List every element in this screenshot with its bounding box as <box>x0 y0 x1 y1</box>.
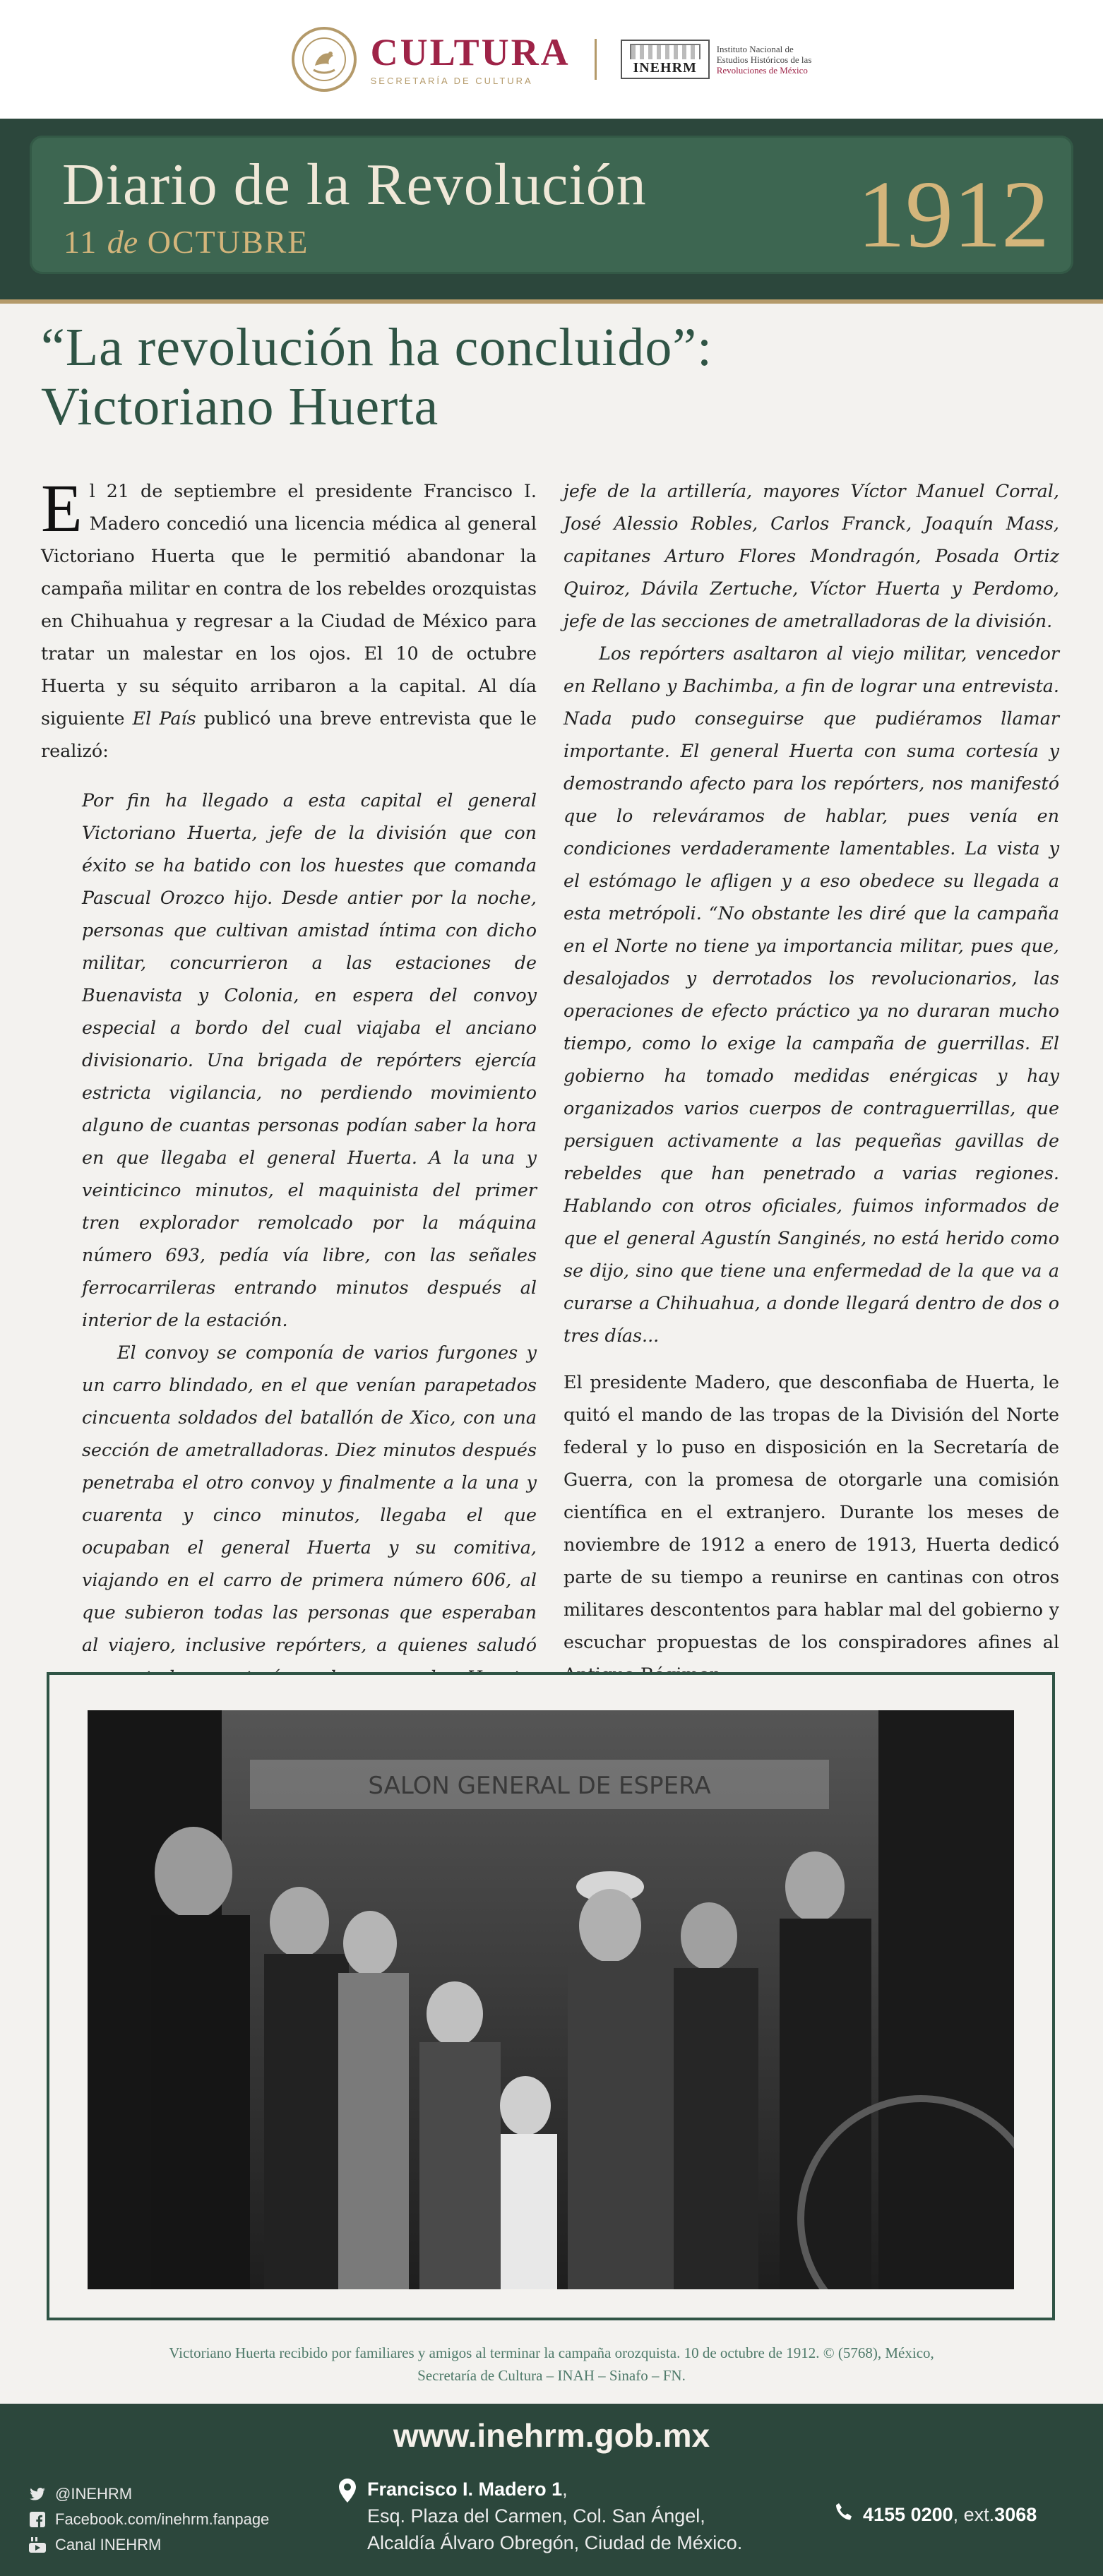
phone-number: 4155 0200 <box>863 2504 953 2525</box>
headline-line-1: “La revolución ha concluido”: <box>41 318 713 377</box>
youtube-icon <box>28 2536 47 2554</box>
footer <box>0 2404 1103 2576</box>
article-column-right <box>564 475 1059 1690</box>
twitter-link[interactable] <box>28 2481 269 2507</box>
twitter-icon <box>28 2485 47 2503</box>
inehrm-line-2: Estudios Históricos de las <box>716 54 812 65</box>
photo-frame <box>47 1672 1055 2320</box>
quote-paragraph-3: jefe de la artillería, mayores Víctor Manuel Corral, José Alessio Robles, Carlos Franck, Joaquín Mass, capitanes Arturo Flores Mondragón, Posada Ortiz Quiroz, Dávila Zertuche, Víctor Huerta y Perdomo, jefe de las secciones de ametralladoras de la división. <box>564 480 1059 631</box>
facebook-link[interactable] <box>28 2507 269 2532</box>
twitter-handle: @INEHRM <box>55 2485 133 2503</box>
intro-paragraph <box>41 470 537 767</box>
intro-text-b: publicó una breve entrevista que le realizó: <box>41 708 537 761</box>
closing-paragraph: El presidente Madero, que desconfiaba de Huerta, le quitó el mando de las tropas de la División del Norte federal y lo puso en disposición en la Secretaría de Guerra, con la promesa de otorgarle una comisión científica en el extranjero. Durante los meses de noviembre de 1912 a enero de 1913, Huerta dedicó parte de su tiempo a reunirse en cantinas con otros militares descontentos para hablar mal del gobierno y escuchar propuestas de los conspiradores afines al <box>564 1371 1059 1652</box>
quote-paragraph-4: Los repórters asaltaron al viejo militar, vencedor en Rellano y Bachimba, a fin de lograr una entrevista. Nada pudo conseguirse que pudiéramos llamar importante. El general Huerta con suma cortesía y demostrando afecto para los repórters, nos manifestó que lo releváramos de hablar, pues venía en condiciones verdaderamente lamentables. La vista y el estómago le afligen y a eso obedece su llegada a esta metrópoli. “No obstante les diré que la campaña en el Norte no tiene ya importancia militar, pues que, desalojados y derrotados los revolucionarios, las operaciones de efecto práctico ya no duraran mucho tiempo, como lo exige la campaña de guerrillas. El gobierno ha tomado medidas enérgicas y hay organizados varios cuerpos de contraguerrillas, que persiguen activamente a las pequeñas gavillas de rebeldes que han penetrado a varias regiones. Hablando con otros oficiales, fuimos informados de que el general Agustín Sanginés, no está herido como se dijo, sino que tiene una enfermedad de la que va a curarse a Chihuahua, a donde llegará dentro de dos o tres días... <box>564 643 1059 1346</box>
article-column-left <box>41 470 537 1791</box>
banner-gold-rule <box>0 299 1103 304</box>
phone-block[interactable] <box>835 2503 1037 2527</box>
article-headline <box>41 318 1072 436</box>
inehrm-line-1: Instituto Nacional de <box>716 43 794 54</box>
facebook-icon <box>28 2510 47 2529</box>
cultura-subtitle: SECRETARÍA DE CULTURA <box>370 75 533 86</box>
date-de: de <box>107 224 138 260</box>
inehrm-logo <box>621 40 812 79</box>
address-street: Francisco I. Madero 1 <box>367 2479 563 2500</box>
caption-line-1: Victoriano Huerta recibido por familiares y amigos al terminar la campaña orozquista. 10 de octubre de 1912. © (5768), México, <box>169 2344 934 2361</box>
historical-photo <box>88 1710 1014 2289</box>
intro-text-a: l 21 de septiembre el presidente Francisco I. Madero concedió una licencia médica al general Victoriano Huerta que le permitió abandonar la campaña militar en contra de los rebeldes orozquistas en Chihuahua y regresar a la Ciudad de México para tratar un malestar en los ojos. El 10 de octubre Huerta y su séquito arribaron a la capital. Al día siguiente <box>41 480 537 729</box>
logo-bar <box>0 0 1103 119</box>
cultura-wordmark: CULTURA <box>370 30 571 73</box>
cultura-logo <box>370 30 571 86</box>
location-pin-icon <box>339 2479 356 2510</box>
page-title: Diario de la Revolución <box>62 152 647 217</box>
youtube-link[interactable] <box>28 2532 269 2558</box>
address-line-2: Esq. Plaza del Carmen, Col. San Ángel, <box>367 2505 705 2527</box>
address-comma: , <box>562 2479 568 2500</box>
caption-line-2: Secretaría de Cultura – INAH – Sinafo – FN. <box>417 2367 686 2384</box>
website-link[interactable]: www.inehrm.gob.mx <box>393 2417 710 2454</box>
address-block <box>367 2476 742 2556</box>
date-day: 11 <box>64 224 98 260</box>
date-month: OCTUBRE <box>147 224 309 260</box>
year-label: 1912 <box>857 162 1049 268</box>
logo-divider <box>595 39 597 80</box>
social-links <box>28 2481 269 2558</box>
inehrm-line-3: Revoluciones de México <box>716 64 808 76</box>
youtube-channel: Canal INEHRM <box>55 2536 162 2553</box>
inehrm-name <box>717 44 812 76</box>
facebook-url: Facebook.com/inehrm.fanpage <box>55 2510 270 2528</box>
photo-caption <box>71 2342 1032 2387</box>
address-line-3: Alcaldía Álvaro Obregón, Ciudad de México. <box>367 2532 743 2553</box>
quote-paragraph-1: Por fin ha llegado a esta capital el general Victoriano Huerta, jefe de la división que con éxito se ha batido con los huestes que comanda Pascual Orozco hijo. Desde antier por la noche, personas que cultivan amistad íntima con dicho militar, concurrieron a las estaciones de Buenavista y Colonia, en espera del convoy especial a bordo del cual viajaba el anciano divisionario. Una brigada de repórters ejercía estricta vigilancia, no perdiendo movimiento alguno de cuantas personas podían saber la hora en que llegaba el general Huerta. A la una y veinticinco minutos, el maquinista del primer tren explorador remolcado por la máquina número 693, pedía vía libre, con las señales ferrocarrileras entrando minutos después al interior de la estación. <box>82 789 537 1330</box>
phone-icon <box>835 2503 853 2527</box>
station-sign: SALON GENERAL DE ESPERA <box>368 1772 711 1800</box>
drop-cap: E <box>41 470 83 546</box>
headline-line-2: Victoriano Huerta <box>41 377 439 436</box>
phone-extension: 3068 <box>994 2504 1037 2525</box>
mexican-seal-icon <box>292 27 357 92</box>
newspaper-name: El País <box>132 708 196 729</box>
date-label <box>64 223 309 261</box>
header-banner <box>0 119 1103 304</box>
quote-paragraph-2: El convoy se componía de varios furgones y un carro blindado, en el que venían parapetados cincuenta soldados del batallón de Xico, con una sección de ametralladoras. Diez minutos después penetraba el otro convoy y finalmente a la una y cuarenta y cinco minutos, llegaba el que ocupaban el general Huerta y su comitiva, viajando en el carro de primera número 606, al que subieron todas las personas que esperaban al viajero, inclusive repórters, a quienes saludó <box>82 1342 537 1655</box>
inehrm-building-icon <box>621 40 710 79</box>
inehrm-mark-text: INEHRM <box>633 60 697 76</box>
phone-ext-label: , ext. <box>953 2504 995 2525</box>
